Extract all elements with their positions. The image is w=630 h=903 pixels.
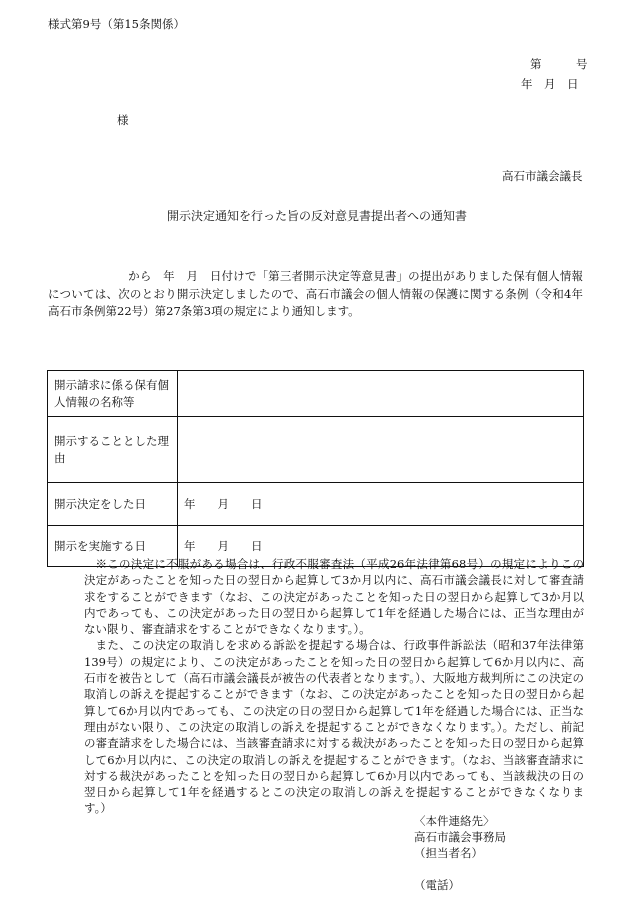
document-title: 開示決定通知を行った旨の反対意見書提出者への通知書 [167, 209, 468, 223]
recipient-honorific: 様 [117, 113, 129, 127]
table-row [48, 483, 584, 526]
decision-month: 月 [217, 496, 229, 511]
notice-paragraph-lawsuit: また、この決定の取消しを求める訴訟を提起する場合は、行政事件訴訟法（昭和37年法律第139号）の規定により、この決定があったことを知った日の翌日から起算して6か月以内に、高石市を被告として（高石市議会議長が被告の代表者となります。）、大阪地方裁判所にこの決定の取消しの訴えを提起することができます（なお、この決定があったことを知った日の翌日から起算して6か月以内であっても、この決定の日の翌日から起算して1年を経過した場合には、正当な理由がない限り、この決定の取消しの訴えを提起することができなくなります。）。ただし、前記の審査請求をした場合には、当該審査請求に対する裁決があったことを知った日の翌日から起算して6か月以内に、この決定の取消しの訴えを提起することができます。（なお、当該審査請求に対する裁決があったことを知った日の翌日から起算して6か月以内であっても、当該裁決の日の翌日から起算して1年を経過するとこの決定の取消しの訴えを提起することができなくなります。） [84, 638, 584, 816]
table-row [48, 371, 584, 417]
row-value-reason [178, 417, 584, 483]
contact-person: （担当者名） [414, 846, 483, 860]
implementation-month: 月 [217, 538, 229, 553]
contact-office: 高石市議会事務局 [414, 830, 506, 844]
implementation-day: 日 [251, 538, 263, 553]
row-value-info-name [178, 371, 584, 417]
row-label-implementation-date: 開示を実施する日 [48, 526, 178, 567]
info-table [47, 370, 584, 567]
intro-paragraph [48, 268, 583, 321]
row-label-info-name: 開示請求に係る保有個人情報の名称等 [48, 371, 178, 417]
decision-date-fields [178, 483, 584, 526]
document-number: 第 号 [530, 57, 588, 71]
contact-block [414, 813, 506, 893]
sender-name: 高石市議会議長 [502, 169, 583, 183]
row-label-reason: 開示することとした理由 [48, 417, 178, 483]
form-number: 様式第9号（第15条関係） [48, 17, 185, 31]
implementation-year: 年 [184, 538, 196, 553]
notice-paragraph-review: ※この決定に不服がある場合は、行政不服審査法（平成26年法律第68号）の規定によりこの決定があったことを知った日の翌日から起算して3か月以内に、高石市議会議長に対して審査請求をすることができます（なお、この決定があったことを知った日の翌日から起算して3か月以内であっても、この決定があった日の翌日から起算して1年を経過した場合には、正当な理由がない限り、審査請求をすることができなくなります。）。 [84, 557, 584, 637]
contact-heading: 〈本件連絡先〉 [414, 814, 495, 828]
decision-day: 日 [251, 496, 263, 511]
document-date: 年 月 日 [521, 77, 579, 91]
intro-text: から 年 月 日付けで「第三者開示決定等意見書」の提出がありました保有個人情報については、次のとおり開示決定しましたので、高石市議会の個人情報の保護に関する条例（令和4年高石市条例第22号）第27条第3項の規定により通知します。 [48, 269, 583, 318]
contact-phone: （電話） [414, 878, 460, 892]
row-label-decision-date: 開示決定をした日 [48, 483, 178, 526]
appeal-notice [84, 556, 584, 817]
table-row [48, 417, 584, 483]
decision-year: 年 [184, 496, 196, 511]
